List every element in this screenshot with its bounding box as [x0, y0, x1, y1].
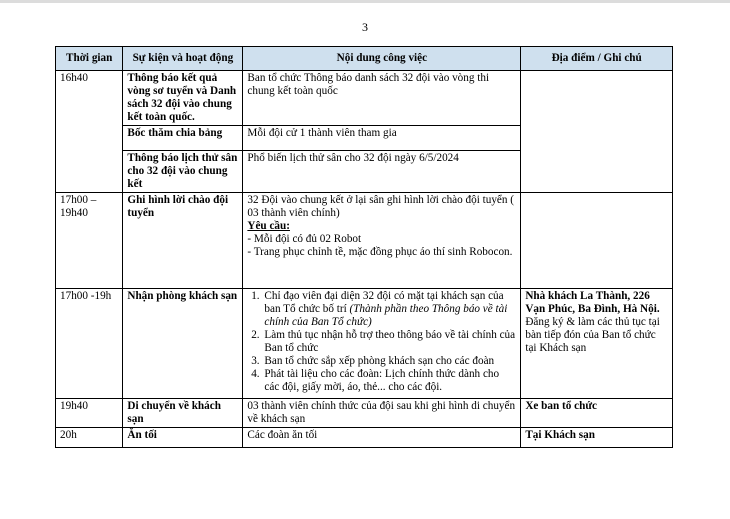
event-cell: Nhận phòng khách sạn [123, 289, 243, 399]
requirement-item: - Mỗi đội có đủ 02 Robot [247, 233, 362, 245]
list-item-text: Chỉ đạo viên đại diện 32 đội có mặt tại khách sạn của ban Tổ chức bố trí [264, 290, 504, 315]
schedule-table [55, 46, 673, 448]
requirements-title: Yêu cầu: [247, 220, 290, 232]
place-name: Nhà khách La Thành, 226 Vạn Phúc, Ba Đình, Hà Nội. [525, 290, 660, 315]
content-cell: 03 thành viên chính thức của đội sau khi ghi hình di chuyển về khách sạn [243, 399, 521, 428]
event-cell: Bốc thăm chia bảng [123, 126, 243, 151]
table-row [56, 193, 673, 289]
event-cell: Thông báo lịch thử sân cho 32 đội vào chung kết [123, 151, 243, 193]
event-cell: Di chuyển về khách sạn [123, 399, 243, 428]
table-row [56, 399, 673, 428]
list-item: 3. Ban tổ chức sắp xếp phòng khách sạn cho các đoàn [262, 355, 516, 368]
time-cell: 17h00 -19h [56, 289, 123, 399]
time-cell: 17h00 – 19h40 [56, 193, 123, 289]
content-cell [243, 289, 521, 399]
place-cell [521, 193, 673, 289]
content-cell: Phổ biến lịch thử sân cho 32 đội ngày 6/5/2024 [243, 151, 521, 193]
list-item: 2. Làm thủ tục nhận hỗ trợ theo thông báo về tài chính của Ban tổ chức [262, 329, 516, 355]
content-cell: Các đoàn ăn tối [243, 428, 521, 448]
list-item [262, 290, 516, 329]
content-cell: Mỗi đội cử 1 thành viên tham gia [243, 126, 521, 151]
event-cell: Thông báo kết quả vòng sơ tuyển và Danh sách 32 đội vào chung kết toàn quốc. [123, 71, 243, 126]
content-text: 32 Đội vào chung kết ở lại sân ghi hình lời chào đội tuyển ( 03 thành viên chính) [247, 194, 515, 219]
table-row [56, 289, 673, 399]
time-cell: 16h40 [56, 71, 123, 193]
list-item-note: (Thành phần theo Thông báo về tài chính của Ban Tổ chức) [264, 303, 508, 328]
task-list [247, 290, 516, 394]
header-event: Sự kiện và hoạt động [123, 47, 243, 71]
content-cell: Ban tổ chức Thông báo danh sách 32 đội vào vòng thi chung kết toàn quốc [243, 71, 521, 126]
table-row [56, 428, 673, 448]
place-cell [521, 71, 673, 193]
event-cell: Ăn tối [123, 428, 243, 448]
time-cell: 19h40 [56, 399, 123, 428]
content-cell [243, 193, 521, 289]
header-content: Nội dung công việc [243, 47, 521, 71]
place-cell: Tại Khách sạn [521, 428, 673, 448]
place-cell: Xe ban tổ chức [521, 399, 673, 428]
header-time: Thời gian [56, 47, 123, 71]
list-item: 4. Phát tài liệu cho các đoàn: Lịch chính thức dành cho các đội, giấy mời, áo, thẻ... cho các đội. [262, 368, 516, 394]
place-note: Đăng ký & làm các thủ tục tại bàn tiếp đón của Ban tổ chức tại Khách sạn [525, 316, 660, 354]
requirement-item: - Trang phục chỉnh tề, mặc đồng phục áo thí sinh Robocon. [247, 246, 513, 258]
table-row [56, 71, 673, 126]
header-place: Địa điểm / Ghi chú [521, 47, 673, 71]
time-cell: 20h [56, 428, 123, 448]
page-number: 3 [362, 20, 368, 34]
top-edge [0, 0, 730, 3]
header-row [56, 47, 673, 71]
event-cell: Ghi hình lời chào đội tuyển [123, 193, 243, 289]
place-cell [521, 289, 673, 399]
